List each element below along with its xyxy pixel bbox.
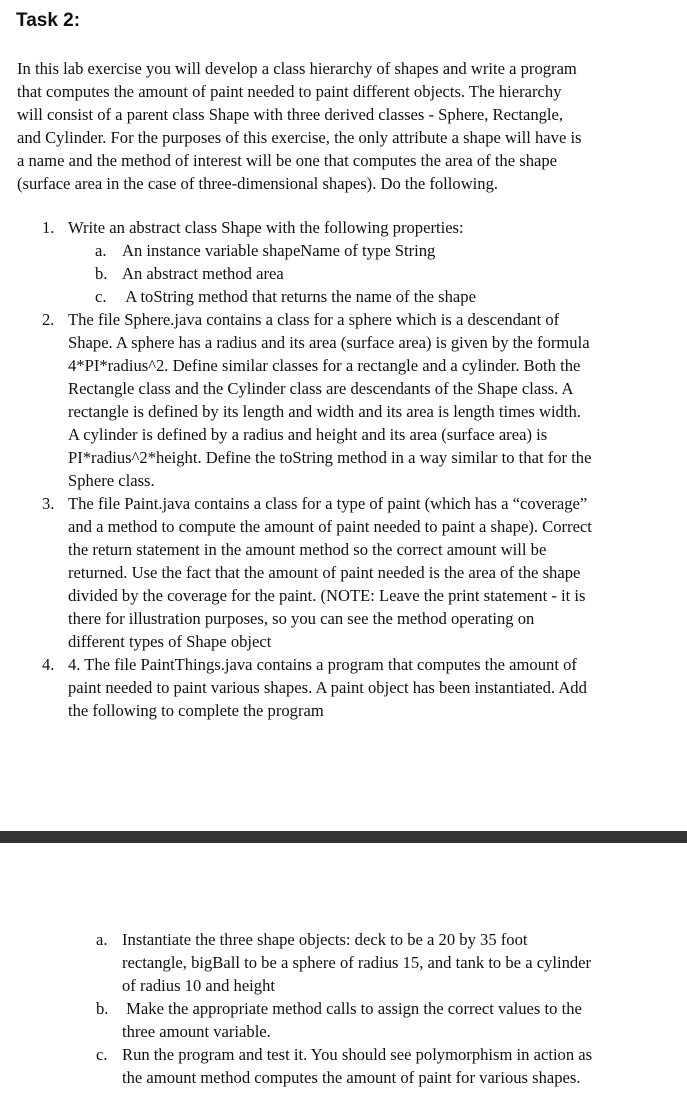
item-line: Shape. A sphere has a radius and its area (surface area) is given by the formula [68,333,590,352]
sub-item-line: the amount method computes the amount of paint for various shapes. [122,1068,581,1087]
item-line-row [0,423,687,446]
item-line: the return statement in the amount method so the correct amount will be [68,540,547,559]
item-line-row [0,676,687,699]
item-line: divided by the coverage for the paint. (NOTE: Leave the print statement - it is [68,586,586,605]
sub-item-b [0,997,687,1020]
sub-item-letter: c. [96,1045,108,1064]
numbered-list [0,216,687,722]
sub-item-line: three amount variable. [122,1022,271,1041]
item-line: paint needed to paint various shapes. A paint object has been instantiated. Add [68,678,587,697]
task-title: Task 2: [16,10,81,31]
sub-item-c [0,285,687,308]
continued-sub-list [0,928,687,1089]
item-number: 4. [42,655,55,674]
item-line: A cylinder is defined by a radius and height and its area (surface area) is [68,425,548,444]
item-line: returned. Use the fact that the amount of paint needed is the area of the shape [68,563,581,582]
item-line: PI*radius^2*height. Define the toString method in a way similar to that for the [68,448,592,467]
item-line-row [0,331,687,354]
item-line-row [0,446,687,469]
sub-item-line-row [0,1020,687,1043]
item-line: there for illustration purposes, so you can see the method operating on [68,609,535,628]
intro-line: will consist of a parent class Shape with three derived classes - Sphere, Rectangle, [17,105,564,124]
item-line: different types of Shape object [68,632,272,651]
list-item-2 [0,308,687,331]
item-line-row [0,354,687,377]
item-line-row [0,377,687,400]
sub-item-c [0,1043,687,1066]
sub-item-line-row [0,1066,687,1089]
intro-line: (surface area in the case of three-dimensional shapes). Do the following. [17,174,499,193]
item-line: The file Sphere.java contains a class for a sphere which is a descendant of [68,310,560,329]
sub-item-letter: b. [95,264,108,283]
item-line-row [0,469,687,492]
sub-item-line-row [0,951,687,974]
item-line: 4. The file PaintThings.java contains a program that computes the amount of [68,655,577,674]
item-line: rectangle is defined by its length and width and its area is length times width. [68,402,581,421]
sub-item-b [0,262,687,285]
intro-line: that computes the amount of paint needed to paint different objects. The hierarchy [17,82,562,101]
intro-paragraph [17,57,657,195]
item-line-row [0,515,687,538]
item-line-row [0,561,687,584]
item-number: 2. [42,310,55,329]
item-line: the following to complete the program [68,701,324,720]
item-line-row [0,630,687,653]
item-line: 4*PI*radius^2. Define similar classes for a rectangle and a cylinder. Both the [68,356,581,375]
item-line-row [0,607,687,630]
intro-line: and Cylinder. For the purposes of this exercise, the only attribute a shape will have is [17,128,582,147]
sub-item-line: Run the program and test it. You should see polymorphism in action as [122,1045,593,1064]
item-number: 1. [42,218,55,237]
sub-item-line: of radius 10 and height [122,976,275,995]
intro-line: In this lab exercise you will develop a class hierarchy of shapes and write a program [17,59,577,78]
sub-item-line: A toString method that returns the name of the shape [122,287,476,306]
item-line: Rectangle class and the Cylinder class are descendants of the Shape class. A [68,379,574,398]
sub-item-a [0,239,687,262]
sub-item-line: An abstract method area [122,264,284,283]
list-item-3 [0,492,687,515]
sub-item-letter: a. [96,930,108,949]
sub-item-line-row [0,974,687,997]
item-line-row [0,538,687,561]
intro-line: a name and the method of interest will be one that computes the area of the shape [17,151,558,170]
document-page-bottom [0,843,687,1096]
list-item-4 [0,653,687,676]
item-line: The file Paint.java contains a class for a type of paint (which has a “coverage” [68,494,588,513]
sub-item-letter: a. [95,241,107,260]
sub-item-letter: c. [95,287,107,306]
sub-item-line: Make the appropriate method calls to assign the correct values to the [122,999,582,1018]
sub-item-a [0,928,687,951]
item-line-row [0,584,687,607]
list-item-1 [0,216,687,239]
item-line-row [0,699,687,722]
item-line-row [0,400,687,423]
sub-item-letter: b. [96,999,109,1018]
item-number: 3. [42,494,55,513]
sub-item-line: rectangle, bigBall to be a sphere of radius 15, and tank to be a cylinder [122,953,592,972]
item-line: Sphere class. [68,471,155,490]
page-divider [0,831,687,843]
sub-item-line: An instance variable shapeName of type String [122,241,436,260]
item-line: and a method to compute the amount of paint needed to paint a shape). Correct [68,517,592,536]
item-line: Write an abstract class Shape with the following properties: [68,218,464,237]
sub-item-line: Instantiate the three shape objects: deck to be a 20 by 35 foot [122,930,528,949]
